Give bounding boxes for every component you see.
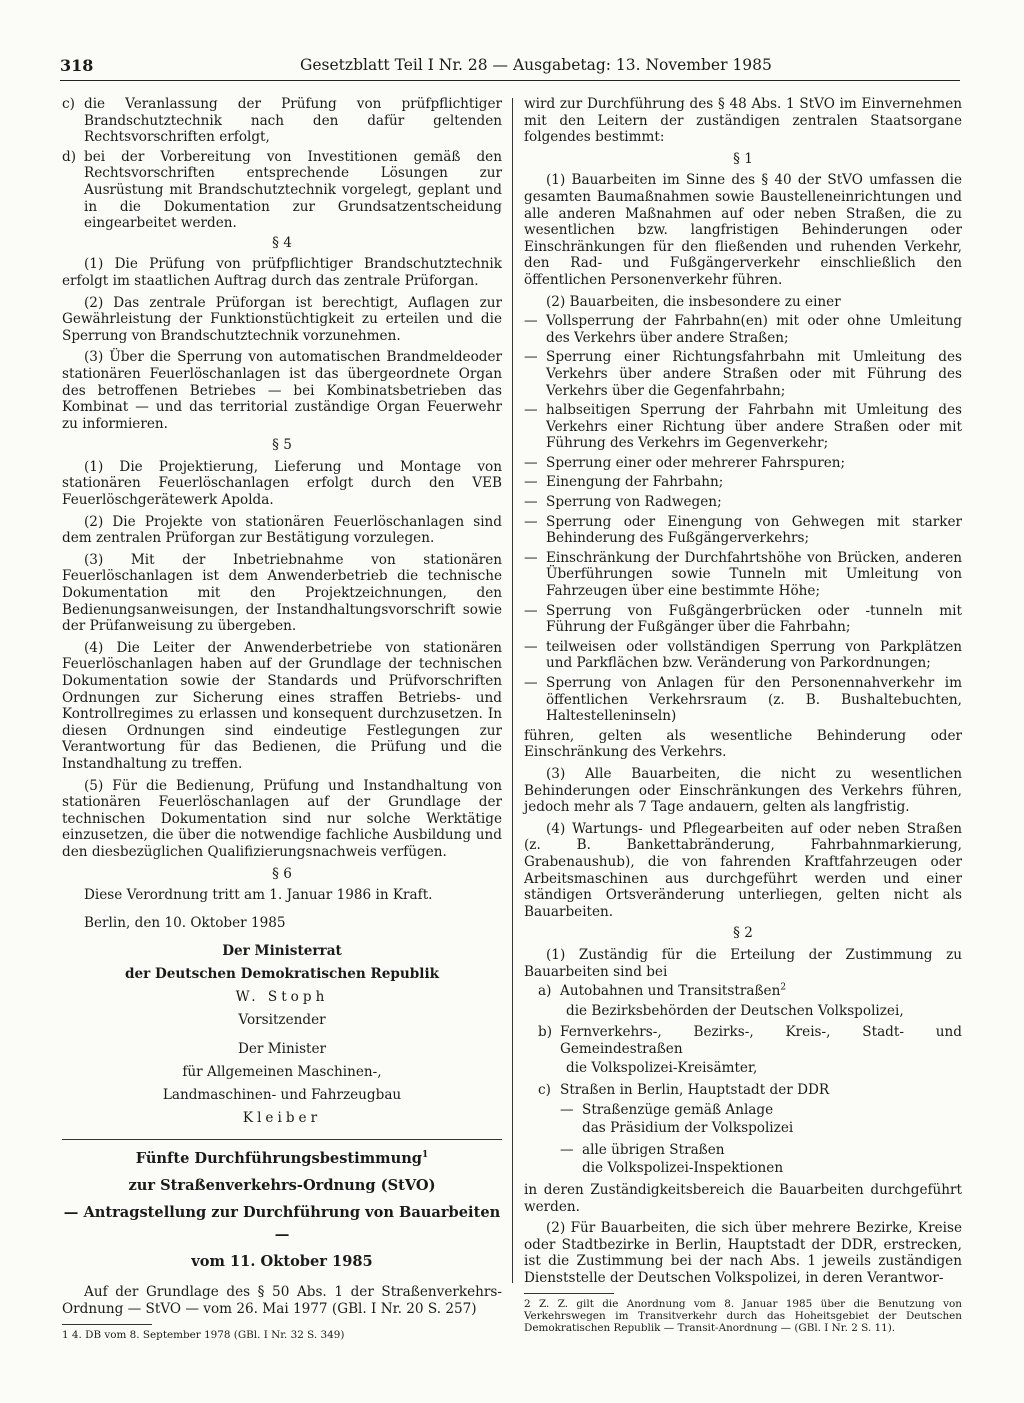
dash-item bbox=[524, 402, 962, 452]
dash-mark: — bbox=[524, 313, 538, 330]
dash-item bbox=[524, 474, 962, 491]
section-heading-2: § 2 bbox=[733, 925, 753, 942]
dash-item bbox=[524, 349, 962, 399]
paragraph: (5) Für die Bedienung, Prüfung und Instandhaltung von stationären Feuerlöschanlagen auf der Grundlage der technischen Dokumentation sind nur solche Werktätige einzusetzen, die über die notwendige fachliche Ausbildung und den diesbezüglichen Qualifizierungsnachweis verfügen. bbox=[62, 777, 502, 860]
decree-title-date: vom 11. Oktober 1985 bbox=[191, 1253, 373, 1271]
dash-text: Sperrung einer oder mehrerer Fahrspuren; bbox=[546, 454, 846, 471]
paragraph: (2) Bauarbeiten, die insbesondere zu einer bbox=[546, 293, 841, 310]
dash-mark: — bbox=[560, 1141, 574, 1158]
header-rule bbox=[60, 80, 960, 81]
list-label: c) bbox=[538, 1082, 551, 1099]
signatory-role: Vorsitzender bbox=[238, 1012, 326, 1029]
footnote: 2 Z. Z. gilt die Anordnung vom 8. Januar 1985 über die Benutzung von Verkehrswegen im Transitverkehr durch das Hoheitsgebiet der Deutschen Demokratischen Republik — Transit-Anordnung — (GBl. I Nr. 2 S. 11). bbox=[524, 1297, 962, 1335]
dash-mark: — bbox=[524, 513, 538, 530]
list-text: Fernverkehrs-, Bezirks-, Kreis-, Stadt- und Gemeindestraßen bbox=[560, 1024, 962, 1057]
paragraph: (4) Wartungs- und Pflegearbeiten auf oder neben Straßen (z. B. Bankettabränderung, Fahrbahnmarkierung, Grabenaushub), die von fahrenden Kraftfahrzeugen oder Arbeitsmaschinen aus durchgeführt werden und einer ständigen Ortsveränderung unterliegen, gelten nicht als Bauarbeiten. bbox=[524, 820, 962, 920]
signature-line: Landmaschinen- und Fahrzeugbau bbox=[162, 1087, 402, 1104]
dash-text: Sperrung von Radwegen; bbox=[546, 494, 722, 511]
dash-mark: — bbox=[560, 1101, 574, 1118]
dash-mark: — bbox=[524, 602, 538, 619]
footnote-ref: 2 bbox=[780, 982, 787, 993]
section-separator bbox=[62, 1139, 502, 1140]
paragraph: führen, gelten als wesentliche Behinderung oder Einschränkung des Verkehrs. bbox=[524, 727, 962, 761]
sub-dash-item bbox=[524, 1142, 962, 1159]
decree-title bbox=[62, 1148, 502, 1273]
paragraph: (2) Für Bauarbeiten, die sich über mehrere Bezirke, Kreise oder Stadtbezirke in Berlin, Hauptstadt der DDR, erstrecken, ist die Zustimmung bei der nach Abs. 1 jeweils zuständigen Dienststelle der Deutschen Volkspolizei, in deren Verantwor- bbox=[524, 1220, 962, 1286]
list-item-c bbox=[538, 1082, 962, 1099]
signature-line: für Allgemeinen Maschinen-, bbox=[182, 1064, 382, 1081]
dash-text: Einengung der Fahrbahn; bbox=[546, 474, 724, 491]
dash-item bbox=[524, 494, 962, 511]
paragraph: Auf der Grundlage des § 50 Abs. 1 der Straßenverkehrs-Ordnung — StVO — vom 26. Mai 1977 (GBl. I Nr. 20 S. 257) bbox=[62, 1284, 502, 1317]
signatory-name: Kleiber bbox=[242, 1110, 322, 1127]
list-item-c bbox=[62, 96, 502, 146]
dash-text: halbseitigen Sperrung der Fahrbahn mit Umleitung des Verkehrs einer Richtung über andere Straßen oder mit Führung des Verkehrs im Gegenverkehr; bbox=[546, 402, 962, 452]
paragraph: (4) Die Leiter der Anwenderbetriebe von stationären Feuerlöschanlagen haben auf der Grundlage der technischen Dokumentation sowie der Standards und Prüfvorschriften Ordnungen zur Sicherung eines straffen Betriebs- und Kontrollregimes zu erlassen und konsequent durchzusetzen. In diesen Ordnungen sind eindeutige Festlegungen zur Verantwortung für das Bedienen, die Prüfung und die Instandhaltung zu treffen. bbox=[62, 639, 502, 772]
list-text: Straßen in Berlin, Hauptstadt der DDR bbox=[560, 1082, 830, 1099]
paragraph: (1) Die Projektierung, Lieferung und Montage von stationären Feuerlöschanlagen erfolgt durch den VEB Feuerlöschgerätewerk Apolda. bbox=[62, 458, 502, 509]
dash-item bbox=[524, 639, 962, 672]
signature-line: Der Ministerrat bbox=[222, 943, 342, 960]
signature-line: der Deutschen Demokratischen Republik bbox=[124, 966, 440, 983]
list-text: Autobahnen und Transitstraßen bbox=[560, 983, 781, 1000]
list-item-d bbox=[62, 149, 502, 232]
list-text: die Veranlassung der Prüfung von prüfpflichtiger Brandschutztechnik nach den dafür geltenden Rechtsvorschriften erfolgt, bbox=[84, 96, 502, 146]
paragraph: (1) Die Prüfung von prüfpflichtiger Brandschutztechnik erfolgt im staatlichen Auftrag durch das zentrale Prüforgan. bbox=[62, 256, 502, 289]
paragraph: (1) Bauarbeiten im Sinne des § 40 der StVO umfassen die gesamten Baumaßnahmen sowie Baustelleneinrichtungen und alle anderen Maßnahmen auf oder neben Straßen, die zu wesentlichen bzw. langfristigen Behinderungen oder Einschränkungen für den fließenden und ruhenden Verkehr, den Rad- und Fußgängerverkehr einschließlich den öffentlichen Personenverkehr führen. bbox=[524, 172, 962, 288]
paragraph: (3) Alle Bauarbeiten, die nicht zu wesentlichen Behinderungen oder Einschränkungen des Verkehrs führen, jedoch mehr als 7 Tage andauern, gelten als langfristig. bbox=[524, 765, 962, 816]
authority: die Bezirksbehörden der Deutschen Volkspolizei, bbox=[566, 1002, 904, 1019]
dash-text: alle übrigen Straßen bbox=[582, 1141, 725, 1158]
authority: das Präsidium der Volkspolizei bbox=[582, 1120, 794, 1137]
footnote-rule bbox=[524, 1293, 614, 1294]
footnote-ref: 1 bbox=[422, 1150, 429, 1161]
dash-item bbox=[524, 313, 962, 346]
dash-item bbox=[524, 675, 962, 725]
dash-mark: — bbox=[524, 494, 538, 511]
dash-item bbox=[524, 550, 962, 600]
paragraph: (2) Die Projekte von stationären Feuerlöschanlagen sind dem zentralen Prüforgan zur Bestätigung vorzulegen. bbox=[62, 513, 502, 547]
signature-block-1 bbox=[62, 942, 502, 1029]
list-label: d) bbox=[62, 148, 77, 165]
footnote: 1 4. DB vom 8. September 1978 (GBl. I Nr. 32 S. 349) bbox=[62, 1328, 345, 1341]
list-label: c) bbox=[62, 96, 75, 112]
place-date: Berlin, den 10. Oktober 1985 bbox=[84, 914, 286, 931]
decree-title-line: zur Straßenverkehrs-Ordnung (StVO) bbox=[128, 1177, 436, 1195]
dash-text: Vollsperrung der Fahrbahn(en) mit oder ohne Umleitung des Verkehrs über andere Straßen; bbox=[546, 313, 962, 346]
section-heading-6: § 6 bbox=[272, 865, 292, 882]
authority: die Volkspolizei-Kreisämter, bbox=[566, 1060, 758, 1077]
signature-line: Der Minister bbox=[237, 1041, 327, 1058]
section-heading-4: § 4 bbox=[272, 234, 292, 251]
dash-text: Sperrung von Anlagen für den Personennahverkehr im öffentlichen Verkehrsraum (z. B. Bushaltebuchten, Haltestelleninseln) bbox=[546, 675, 962, 725]
paragraph: (3) Mit der Inbetriebnahme von stationären Feuerlöschanlagen ist dem Anwenderbetrieb die technische Dokumentation mit den Projektzeichnungen, den Bedienungsanweisungen, der Instandhaltungsvorschrift sowie der Prüfanweisung zu übergeben. bbox=[62, 551, 502, 635]
dash-list bbox=[524, 313, 962, 725]
authority: die Volkspolizei-Inspektionen bbox=[582, 1160, 784, 1177]
page-number: 318 bbox=[60, 56, 94, 75]
paragraph: wird zur Durchführung des § 48 Abs. 1 StVO im Einvernehmen mit den Leitern der zuständigen zentralen Staatsorgane folgendes bestimmt: bbox=[524, 96, 962, 146]
list-label: a) bbox=[538, 983, 552, 1000]
decree-title-line: Fünfte Durchführungsbestimmung$^1$ bbox=[135, 1150, 429, 1168]
dash-mark: — bbox=[524, 402, 538, 419]
running-title: Gesetzblatt Teil I Nr. 28 — Ausgabetag: 13. November 1985 bbox=[300, 56, 772, 74]
signatory-name: W. Stoph bbox=[235, 989, 329, 1006]
list-text: bei der Vorbereitung von Investitionen gemäß den Rechtsvorschriften entsprechende Lösungen zur Ausrüstung mit Brandschutztechnik vorgelegt, geplant und in die Dokumentation zur Grundsatzentscheidung eingearbeitet werden. bbox=[84, 148, 502, 232]
dash-item bbox=[524, 455, 962, 472]
dash-mark: — bbox=[524, 638, 538, 655]
sub-dash-item bbox=[524, 1102, 962, 1119]
dash-text: teilweisen oder vollständigen Sperrung von Parkplätzen und Parkflächen bzw. Veränderung von Parkordnungen; bbox=[546, 638, 962, 672]
footnote-rule bbox=[62, 1324, 152, 1325]
dash-mark: — bbox=[524, 454, 538, 471]
column-divider bbox=[512, 98, 513, 1283]
dash-mark: — bbox=[524, 349, 538, 366]
dash-text: Sperrung einer Richtungsfahrbahn mit Umleitung des Verkehrs über andere Straßen oder mit Führung des Verkehrs über die Gegenfahrbahn; bbox=[546, 349, 962, 399]
list-item-a bbox=[538, 983, 962, 1000]
page-header bbox=[60, 56, 960, 78]
paragraph: in deren Zuständigkeitsbereich die Bauarbeiten durchgeführt werden. bbox=[524, 1182, 962, 1215]
dash-mark: — bbox=[524, 474, 538, 491]
list-label: b) bbox=[538, 1024, 553, 1041]
section-heading-1: § 1 bbox=[733, 150, 753, 167]
list-item-b bbox=[538, 1024, 962, 1057]
dash-item bbox=[524, 514, 962, 547]
dash-text: Sperrung von Fußgängerbrücken oder -tunneln mit Führung der Fußgänger über die Fahrbahn; bbox=[546, 602, 962, 636]
decree-title-line: — Antragstellung zur Durchführung von Bauarbeiten — bbox=[63, 1204, 501, 1244]
dash-mark: — bbox=[524, 675, 538, 691]
section-heading-5: § 5 bbox=[272, 437, 292, 454]
paragraph: (1) Zuständig für die Erteilung der Zustimmung zu Bauarbeiten sind bei bbox=[524, 946, 962, 980]
signature-block-2 bbox=[62, 1040, 502, 1127]
right-column bbox=[524, 96, 962, 1340]
dash-text: Einschränkung der Durchfahrtshöhe von Brücken, anderen Überführungen sowie Tunneln mit Umleitung von Fahrzeugen über eine bestimmte Höhe; bbox=[546, 549, 962, 600]
paragraph: Diese Verordnung tritt am 1. Januar 1986 in Kraft. bbox=[84, 887, 433, 904]
dash-mark: — bbox=[524, 549, 538, 566]
paragraph: (2) Das zentrale Prüforgan ist berechtigt, Auflagen zur Gewährleistung der Funktionstüchtigkeit zu erteilen und die Sperrung von Brandschutztechnik vorzunehmen. bbox=[62, 294, 502, 344]
left-column bbox=[62, 96, 502, 1346]
dash-text: Sperrung oder Einengung von Gehwegen mit starker Behinderung des Fußgängerverkehrs; bbox=[546, 513, 962, 547]
paragraph: (3) Über die Sperrung von automatischen Brandmeldeoder stationären Feuerlöschanlagen ist das übergeordnete Organ des betroffenen Betriebes — bei Kombinatsbetrieben das Kombinat — und das territorial zuständige Organ Feuerwehr zu informieren. bbox=[62, 349, 502, 432]
dash-text: Straßenzüge gemäß Anlage bbox=[582, 1101, 774, 1118]
dash-item bbox=[524, 603, 962, 636]
